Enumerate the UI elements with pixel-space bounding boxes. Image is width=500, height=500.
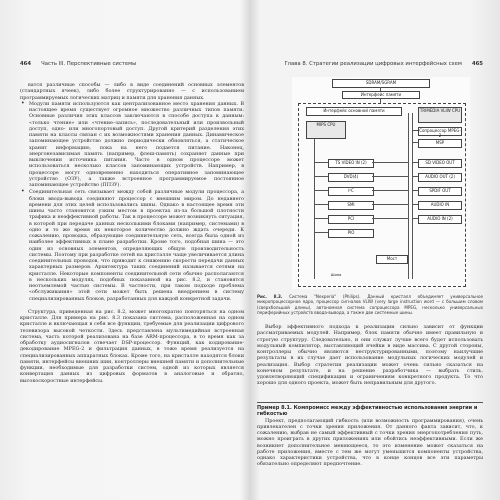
system-block-diagram [292, 77, 470, 289]
mpeg2-coprocessor-block: Сопроцессор MPEG-2 [419, 128, 461, 138]
left-running-title: Часть III. Перспективные системы [41, 61, 137, 67]
left-page [20, 60, 244, 480]
bus-label: Шина [330, 273, 342, 277]
spdif-out-block: SPDIF OUT [418, 187, 462, 196]
figure-number: Рис. 8.3. [257, 294, 283, 299]
body-paragraph: Структура, приведенная на рис. 8.2, может многократно повторяться на одном кристалле. Для примера на рис. 8.3 показана система, расположенная на одном кристалле и включающая в себя все функции, требуемые для реализации цифрового телевизора высокой четкости. Здесь представлена мультимедийная встроенная система, часть которой реализована на базе ARM-процессора, в то время как за обработку аудиосигналов отвечает DSP-процессор. Функций, как кодирование-декодирование MPEG-2 и фильтрация данных, в тоже время реализуется на специализированных аппаратных блоках. Кроме того, на кристалле находятся блоки памяти, интерфейсы внешних шин, контроллеры внешней памяти и дополнительные функции, необходимые для разработки систем, одной из которых является конвертация данных из цифровых форматов в аналоговые и обратно, высокоскоростные интерфейсы. [20, 308, 244, 384]
pio-block: PIO [328, 229, 374, 238]
trimedia-cpu-block: TRIMEDIA VLIW CPU [418, 107, 462, 123]
pci-block: PCI [328, 215, 374, 224]
component-list [20, 101, 244, 302]
example-title: Пример 8.1. Компромисс между эффективностью использования энергии и гибкостью [257, 405, 478, 418]
sdram-block: SDRAM/SGRAM [332, 79, 430, 88]
figure-caption [257, 294, 483, 315]
memory-interface-block: Интерфейс памяти [342, 91, 420, 99]
right-running-title: Глава 8. Стратегии реализации цифровых интерфейсных схем [284, 61, 462, 67]
msp-block: MSP [418, 139, 462, 148]
right-page [257, 60, 483, 480]
audio-out-block: AUDIO OUT (2) [418, 173, 462, 182]
list-item: • Модули памяти используются как централизованное место хранения данных. В настоящее время существует огромное множество различных типов памяти. Основные различия этих классов заключаются в способе доступа к данным: «только чтение» или «чтение–запись», последовательный или произвольный доступ, одно- или многопортовый доступ. Другой критерий разделения этих памяти на классы связан с их возможностями хранения данных. Динамическое запоминающее устройство должно периодически обновляться, а статическое хранит информацию, пока на него подается питание. Наконец, энергонезависимая память (например, флеш-память) сохраняет данные при выключении источника питания. Часто в одном процессоре может использоваться несколько классов запоминающих устройств. Например, в процессоре могут одновременно находиться оперативное запоминающее устройство (ОЗУ), а также встроенное программируемое постоянное запоминающее устройство (ППЗУ). [20, 101, 244, 189]
smi-block: SMI [328, 201, 374, 210]
bridge-block: Мост [376, 255, 408, 264]
ts-video-in-block: TS VIDEO IN (2) [328, 159, 374, 168]
audio-in-block: AUDIO IN [418, 201, 462, 210]
right-page-number: 465 [471, 61, 483, 67]
main-memory-interface-block: Интерфейс основной памяти [306, 107, 402, 116]
audio-in-2-block: AUDIO IN (2) [418, 215, 462, 224]
mips-cpu-block: MIPS CPU [306, 121, 346, 139]
intro-paragraph: ватся различные способы — либо в виде соединений основных элементов (стандартных ячеек), либо более структурированно — с использованием программируемых логических матриц и памяти для хранения данных. [20, 82, 244, 101]
list-item: • Соединительная сеть связывает между собой различные модули процессора, а блоки ввода-вывода соединяют процессор с внешним миром. До недавнего времени для этих целей использовались шины. Однако в настоящее время эти шины часто становятся узким местом в проектах из-за большой плотности трафика и неэффективной работы. Так в процессоре может возникнуть ситуация, в которой при передаче данных несколькими блоками (например, системами) в одно и то же время их некоторое количество должно ждать очереди. К сожалению, проводка, образующие соединительную сеть, всегда была одной из наиболее эффективных в плане разработки. Кроме того, подобная шина — это один из основных элементов, определяющих общую производительность системы. Поэтому при разработке сетей на кристалле чаще увеличивается длина соединительных проводов, что приводит к снижению скорости передачи данных характерных размеров. Архитектура таких соединений называется сетями на кристалле. Некоторые компоненты соединительной сети обычно располагаются в нескольких модулях, подобных показанной на рис. 8.2, и становятся неотъемлемой частью системы. В частности, при таком подходе проблема «обслуживания» этой сети может быть решена внедрением в систему специализированных блоков, разработанных для каждой конкретной задачи. [20, 189, 244, 302]
right-page-body [257, 324, 483, 387]
sd-video-out-block: SD VIDEO OUT [418, 159, 462, 168]
example-box [257, 402, 483, 480]
body-paragraph: Выбор эффективного подхода к реализации сильно зависит от функции рассматриваемых модулей. Например, блок памяти обычно имеет правильную и строгую структуру. Следовательно, и они служат лучше всего будет использовать модульный компилятор, выставляющий ячейки в виде массива. С другой стороны, контроллеры обычно являются неструктурированными, поэтому наилучшие результаты в их случае дает использование модульных логических модулей и реализация. Выбор стратегии реализации может очень сильно сказаться на конечном результате, и на решение разработчика — выбрать стиль, удовлетворяющий спецификации и ограничениям конкретного продукта. То что хорошо для одного проекта, может быть неправильным для другого. [257, 324, 483, 387]
figure-caption-text: Система "Nexperia" (Philips). Данный кристалл объединяет универсальное микропроцессорное ядро, процессор сигналов VLIW (very large instruction word — с большим словом (сверхбольшой длины), автономная система сопроцессора MPEG, несколько универсальных периферийных устройств ввода-вывода, а также две системные шины. [257, 294, 483, 315]
left-page-body [20, 82, 244, 384]
left-page-number: 464 [20, 61, 32, 67]
dvd-block: DVD(4) [328, 173, 374, 182]
example-text: Проект, предполагающий гибкость (или возможность программирования), очень привлекателен с точки зрения приложения. От данного факта зависит, что, к сожалению, выбрав не самый эффективный с точки зрения энергопотребления путь, можно проиграть в других приложениях или обойтись неэффективными. Если же возникнет дополнительное меняющееся, то это изменение может сказаться на работе приложения, вместе с тем же могут уменьшится компоненты устройства, однако характеристики устройства, что в конце концов все эти параметры обязательно определяют предпочтение. [257, 417, 483, 468]
i2c-block: I²C [328, 187, 374, 196]
